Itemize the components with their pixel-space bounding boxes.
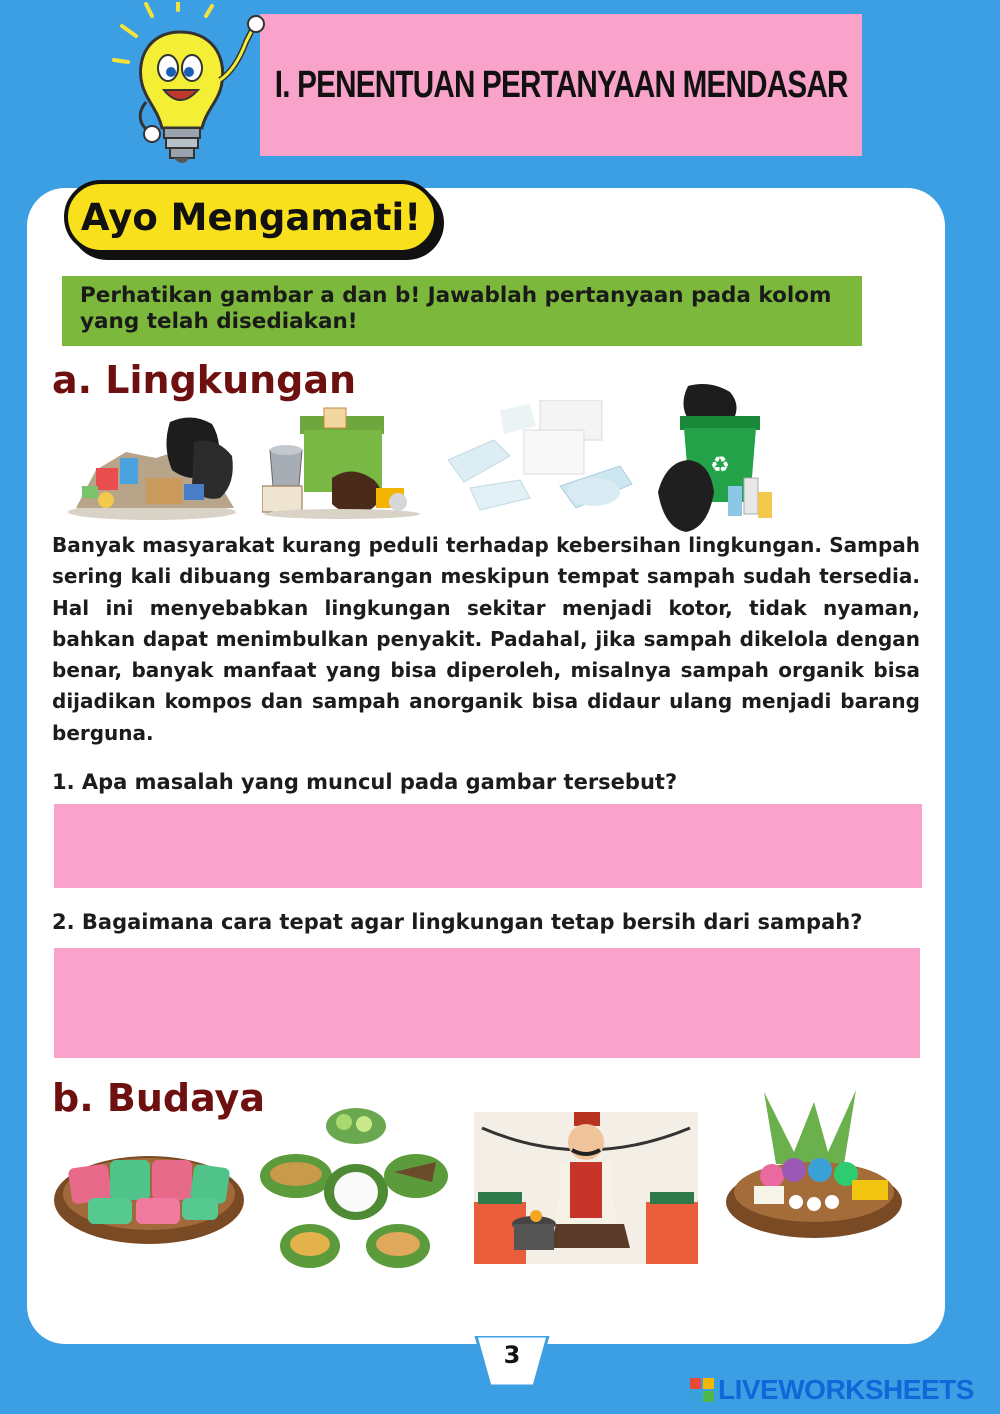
section-a-title: a. Lingkungan (52, 358, 357, 402)
liveworksheets-logo-icon (690, 1378, 714, 1402)
header-banner (260, 14, 862, 156)
traditional-dishes-icon (260, 1106, 450, 1274)
street-vendor-icon (474, 1112, 698, 1264)
question-2: 2. Bagaimana cara tepat agar lingkungan tetap bersih dari sampah? (52, 910, 863, 934)
liveworksheets-brand (690, 1374, 974, 1406)
instruction-box: Perhatikan gambar a dan b! Jawablah pertanyaan pada kolom yang telah disediakan! (62, 276, 862, 346)
ayo-mengamati-badge: Ayo Mengamati! (64, 180, 438, 254)
question-1: 1. Apa masalah yang muncul pada gambar tersebut? (52, 770, 678, 794)
section-a-paragraph: Banyak masyarakat kurang peduli terhadap kebersihan lingkungan. Sampah sering kali dibuang sembarangan meskipun tempat sampah sudah tersedia. Hal ini menyebabkan lingkungan sekitar menjadi kotor, tidak nyaman, bahkan dapat menimbulkan penyakit. Padahal, jika sampah dikelola dengan benar, banyak manfaat yang bisa diperoleh, misalnya sampah organik bisa dijadikan kompos dan sampah anorganik bisa didaur ulang menjadi barang berguna. (52, 533, 920, 745)
page-title: I. PENENTUAN PERTANYAAN MENDASAR (274, 63, 848, 106)
section-b-title: b. Budaya (52, 1076, 265, 1120)
overflowing-trash-bin-icon (262, 402, 422, 520)
answer-field-1[interactable] (54, 804, 922, 888)
garbage-pile-icon (66, 408, 238, 520)
svg-text:♻: ♻ (710, 453, 730, 478)
page-number: 3 (503, 1341, 521, 1369)
lightbulb-mascot-icon (108, 2, 268, 180)
green-recycle-bin-icon (658, 382, 778, 534)
brand-text[interactable]: LIVEWORKSHEETS (718, 1374, 974, 1405)
traditional-cake-basket-icon (52, 1138, 246, 1248)
plastic-bottles-icon (440, 400, 640, 520)
answer-field-2[interactable] (54, 948, 920, 1058)
tumpeng-snack-tray-icon (724, 1082, 904, 1242)
